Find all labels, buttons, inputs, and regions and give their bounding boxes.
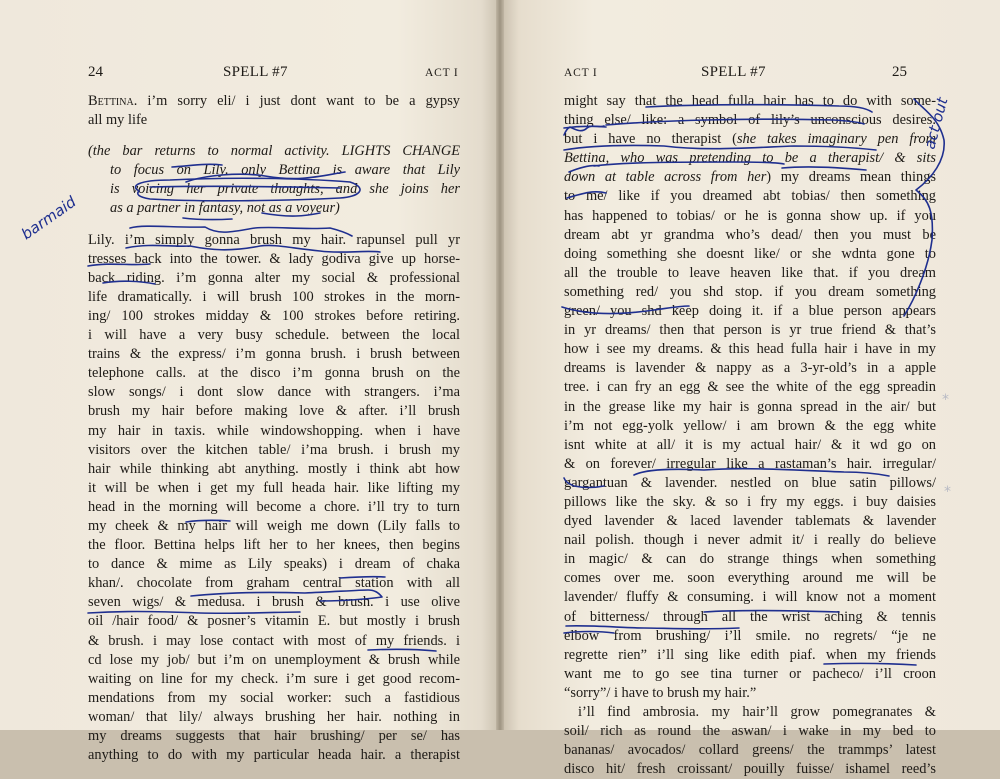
text-line: in yr dreams/ then that person is yr true friend & that’s	[564, 322, 936, 339]
text-line: to me/ like if you dreamed abt tobias/ then something	[564, 188, 936, 205]
text-line: hair while thinking abt anything. mostly i think abt how	[88, 460, 460, 477]
text-line: all the trouble to leave heaven like that. if you dream	[564, 264, 936, 281]
text-line: doing something she doesnt like/ or she wdnta gone to	[564, 245, 936, 262]
text-line: lavender/ fluffy & consuming. i will know not a moment	[564, 589, 936, 606]
right-page	[504, 0, 1000, 778]
text-line: Lily. i’m simply gonna brush my hair. rapunsel pull yr	[88, 231, 460, 248]
text-line: back riding. i’m gonna alter my social & professional	[88, 269, 460, 286]
text-line: thing else/ like: a symbol of lily’s unconscious desires.	[564, 112, 936, 129]
running-title: SPELL #7	[701, 64, 766, 80]
text-line: i’ll find ambrosia. my hair’ll grow pomegranates &	[578, 704, 936, 720]
margin-note-act-out: act out	[920, 95, 952, 152]
book-gutter	[496, 0, 504, 730]
stage-direction-line: to focus on Lily. only Bettina is aware that Lily	[110, 162, 460, 179]
right-text-column	[564, 92, 936, 779]
text-line: my cheek & my hair will weigh me down (Lily falls to	[88, 517, 460, 534]
page-number: 25	[892, 64, 907, 80]
text-line: head in the morning will become a chore. i’ll try to turn	[88, 498, 460, 515]
text-line: anything to do with my particular heada hair. a therapist	[88, 747, 460, 764]
pencil-asterisk-1: *	[942, 392, 949, 408]
text-line: how i see my dreams. & this head fulla hair i have in my	[564, 341, 936, 358]
text-line: tree. i can fry an egg & see the white of the egg spreadin	[564, 379, 936, 396]
text-line: trains & the express/ i’m gonna brush. i brush between	[88, 346, 460, 363]
text-line: my dreams suggests that hair brushing/ per se/ has	[88, 728, 460, 744]
text-line: want me to go see tina turner or pacheco/ i’ll croon	[564, 665, 936, 682]
margin-note-barmaid: barmaid	[17, 192, 80, 244]
text-line: telephone calls. at the disco i’m gonna brush on the	[88, 365, 460, 382]
stage-direction-line: as a partner in fantasy, not as a voyeur)	[110, 200, 340, 217]
text-line: might say that the head fulla hair has to do with some-	[564, 93, 936, 109]
text-line: pillows like the sky. & so i fry my eggs. i buy daisies	[564, 493, 936, 510]
text-line: nail polish. though i never admit it/ i really do believe	[564, 532, 936, 549]
left-page	[0, 0, 496, 764]
text-line: Bettina. i’m sorry eli/ i just dont want to be a gypsy	[88, 93, 460, 109]
act-label: ACT I	[425, 67, 459, 79]
text-line: Bettina, who was pretending to be a therapist/ & sits	[564, 150, 936, 167]
text-line: isnt white at all/ it is my actual hair/ & it wd go on	[564, 436, 936, 453]
text-line: tresses back into the tower. & lady godiva give up horse-	[88, 250, 460, 267]
text-line: of bitterness/ through all the wrist aching & tennis	[564, 608, 936, 625]
text-line: life dramatically. i will brush 100 strokes in the morn-	[88, 288, 460, 305]
text-line: in magic/ & can do strange things when something	[564, 551, 936, 568]
text-line: all my life	[88, 112, 148, 129]
text-line: slow songs/ i dont slow dance with strangers. i’ma	[88, 384, 460, 401]
text-line: dreams is lavender & nappy as a 3-yr-old’s in a apple	[564, 360, 936, 377]
text-line: ing/ 100 strokes midday & 100 strokes before retiring.	[88, 307, 460, 324]
stage-direction-line: (the bar returns to normal activity. LIGHTS CHANGE	[88, 143, 460, 160]
text-line: cd lose my job/ but i’m on unemployment & brush while	[88, 651, 460, 668]
text-line: bananas/ avocados/ collard greens/ the trammps’ latest	[564, 742, 936, 759]
text-line: mendations from my social worker: such a fastidious	[88, 689, 460, 706]
left-text-column	[88, 92, 460, 765]
text-line: gargantuan & lavender. nestled on blue satin pillows/	[564, 474, 936, 491]
text-line: visitors over the kitchen table/ i’ma brush. i brush my	[88, 441, 460, 458]
act-label: ACT I	[564, 67, 598, 79]
text-line: “sorry”/ i have to brush my hair.”	[564, 684, 757, 701]
stage-direction-line: is voicing her private thoughts, and she joins her	[110, 181, 460, 198]
text-line: woman/ that lily/ always brushing her hair. nothing in	[88, 708, 460, 725]
text-line: green/ you shd keep doing it. if a blue person appears	[564, 303, 936, 320]
text-line: dream abt yr grandma who’s dead/ then you must be	[564, 226, 936, 243]
text-line: regrette rien” i’ll sing like edith piaf. when my friends	[564, 646, 936, 663]
text-line: it will be when i get my full heada hair. like lifting my	[88, 479, 460, 496]
text-line: & on forever/ irregular like a rastaman’s hair. irregular/	[564, 455, 936, 472]
text-line: oil /hair food/ & posner’s vitamin E. but mostly i brush	[88, 613, 460, 630]
text-line: to dance & mime as Lily speaks) i dream of chaka	[88, 556, 460, 573]
text-line: seven wigs/ & medusa. i brush & brush. i use olive	[88, 594, 460, 611]
text-line: i will have a very busy schedule. between the local	[88, 327, 460, 344]
text-line: comes over me. soon everything around me will be	[564, 570, 936, 587]
text-line: something red/ you shd stop. if you dream something	[564, 283, 936, 300]
text-line: in the grease like my hair is gonna spread in the air/ but	[564, 398, 936, 415]
text-line: soil/ rich as round the aswan/ i wake in my bed to	[564, 723, 936, 740]
text-line: down at table across from her) my dreams mean things	[564, 169, 936, 186]
page-number: 24	[88, 64, 103, 80]
text-line: i’m not egg-yolk yellow/ i am brown & the egg white	[564, 417, 936, 434]
text-line: & brush. i may lose contact with most of my friends. i	[88, 632, 460, 649]
text-line: but i have no therapist (she takes imaginary pen from	[564, 131, 936, 148]
running-title: SPELL #7	[223, 64, 288, 80]
text-line: elbow from brushing/ i’ll smile. no regrets/ “je ne	[564, 627, 936, 644]
text-line: brush my hair before making love & after. i’ll brush	[88, 403, 460, 420]
text-line: disco hit/ fresh croissant/ pouilly fuisse/ ishamel reed’s	[564, 761, 936, 778]
text-line: dyed lavender & laced lavender tablemats & lavender	[564, 513, 936, 530]
text-line: has happened to tobias/ or he is gonna show up. if you	[564, 207, 936, 224]
text-line: the floor. Bettina helps lift her to her knees, then begins	[88, 537, 460, 554]
pencil-asterisk-2: *	[944, 484, 951, 500]
text-line: my hair in taxis. while windowshopping. when i have	[88, 422, 460, 439]
text-line: khan/. chocolate from graham central station with all	[88, 575, 460, 592]
text-line: waiting on line for my check. i’m sure i get good recom-	[88, 670, 460, 687]
